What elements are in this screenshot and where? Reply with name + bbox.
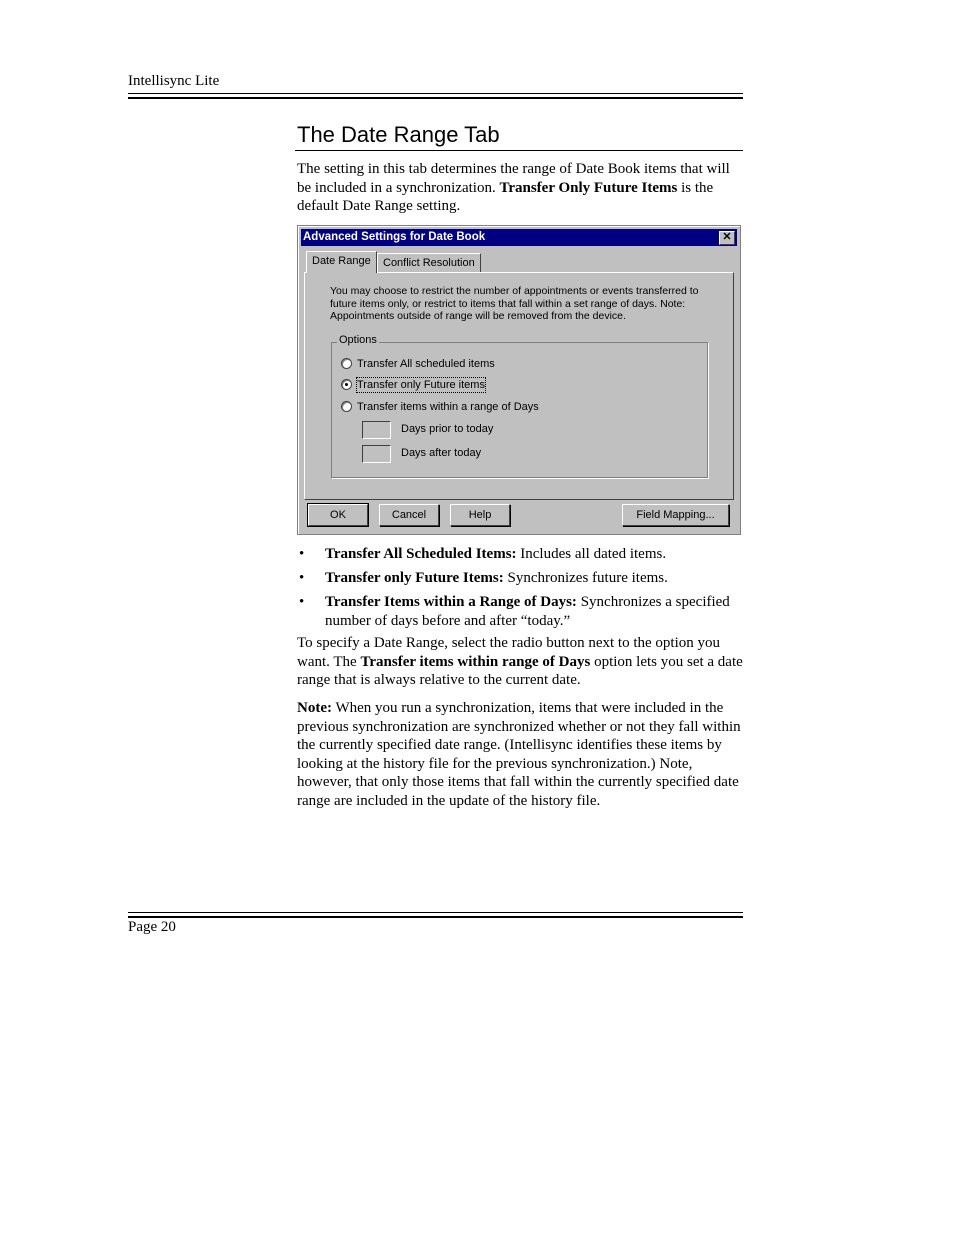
bullet-text: Synchronizes a specified number of days before and after “today.”: [325, 594, 730, 629]
page-number: Page 20: [128, 919, 176, 935]
radio-button-icon[interactable]: [341, 358, 352, 369]
close-icon[interactable]: ✕: [719, 231, 735, 245]
note-paragraph: [297, 699, 743, 810]
intro-paragraph: [297, 160, 743, 216]
bullet-bold: Transfer only Future Items:: [325, 570, 504, 586]
note-text: When you run a synchronization, items that were included in the previous synchronization are synchronized whether or not they fall within the currently specified date range. (Intellisync identifies these items by looking at the history file for the previous synchronization.) Note, however, that only those items that fall within the currently specified date range are included in the update of the history file.: [297, 700, 741, 809]
field-mapping-button[interactable]: Field Mapping...: [622, 504, 729, 526]
bullet-text: Synchronizes future items.: [503, 570, 668, 586]
days-after-label: Days after today: [401, 447, 482, 459]
date-range-paragraph: [297, 634, 743, 690]
range-bold: Transfer items within range of Days: [360, 653, 591, 670]
bullet-list: [297, 545, 743, 636]
title-rule: [295, 150, 743, 151]
help-button[interactable]: Help: [450, 504, 510, 526]
section-title: The Date Range Tab: [297, 122, 500, 147]
range-text-2: option lets you set a date range that is always relative to the current date.: [297, 653, 743, 688]
footer-rule: [128, 912, 743, 918]
dialog-titlebar: [301, 229, 737, 246]
radio-label: Transfer All scheduled items: [357, 358, 495, 370]
list-item: [297, 545, 743, 564]
radio-label: Transfer only Future items: [357, 379, 485, 391]
range-text-1: To specify a Date Range, select the radio button next to the option you want. The: [297, 635, 721, 670]
advanced-settings-dialog: [297, 225, 741, 535]
dialog-title: Advanced Settings for Date Book: [303, 231, 486, 243]
intro-bold: Transfer Only Future Items: [499, 179, 678, 196]
tab-description: You may choose to restrict the number of appointments or events transferred to future items only, or restrict to items that fall within a set range of days. Note: Appointments outside of range will be removed from the device.: [330, 285, 699, 322]
ok-button[interactable]: OK: [308, 504, 368, 526]
running-header: Intellisync Lite: [128, 73, 220, 89]
list-item: [297, 593, 743, 630]
bullet-icon: •: [299, 546, 305, 562]
bullet-text: Includes all dated items.: [516, 546, 667, 562]
options-group-label: Options: [339, 334, 377, 346]
radio-label: Transfer items within a range of Days: [357, 401, 539, 413]
days-after-input[interactable]: [362, 445, 391, 463]
cancel-button[interactable]: Cancel: [379, 504, 439, 526]
bullet-bold: Transfer Items within a Range of Days:: [325, 594, 577, 610]
bullet-icon: •: [299, 570, 305, 586]
bullet-icon: •: [299, 594, 305, 610]
intro-text-2: is the default Date Range setting.: [297, 179, 714, 214]
radio-button-icon[interactable]: [341, 401, 352, 412]
tab-conflict-resolution[interactable]: Conflict Resolution: [377, 253, 481, 272]
bullet-bold: Transfer All Scheduled Items:: [325, 546, 517, 562]
list-item: [297, 569, 743, 588]
tab-date-range[interactable]: Date Range: [306, 251, 377, 273]
intro-text-1: The setting in this tab determines the range of Date Book items that will be included in a synchronization.: [297, 161, 730, 196]
radio-button-selected-icon[interactable]: [341, 379, 352, 390]
header-rule: [128, 93, 743, 99]
days-prior-label: Days prior to today: [401, 423, 494, 435]
note-label: Note:: [297, 700, 332, 716]
radio-dot: [345, 383, 348, 386]
tab-panel: [304, 272, 734, 500]
days-prior-input[interactable]: [362, 421, 391, 439]
